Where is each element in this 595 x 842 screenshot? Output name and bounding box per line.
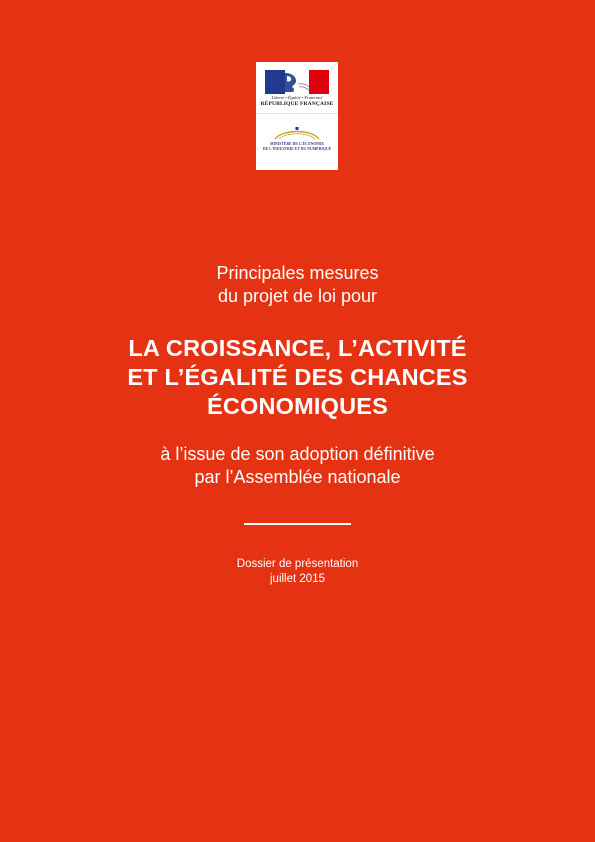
republic-motto: Liberté • Égalité • Fraternité (271, 95, 323, 100)
logo-divider (256, 113, 338, 114)
document-meta (0, 557, 595, 586)
document-date: juillet 2015 (270, 572, 325, 585)
marianne-flag-icon (265, 70, 329, 94)
lead-line-1: Principales mesures (216, 263, 379, 283)
subtitle-line-2: par l’Assemblée nationale (194, 467, 401, 487)
government-logo (256, 62, 338, 170)
ministry-emblem-icon (273, 126, 321, 140)
republic-name: RÉPUBLIQUE FRANÇAISE (260, 101, 334, 107)
document-kind: Dossier de présentation (236, 558, 359, 570)
ministry-name-line1: MINISTÈRE DE L'ÉCONOMIE (269, 142, 324, 146)
ministry-name-line2: DE L'INDUSTRIE ET DU NUMÉRIQUE (262, 147, 332, 151)
lead-line-2: du projet de loi pour (217, 286, 378, 306)
lead-text (0, 262, 595, 308)
title-line-1: LA CROISSANCE, L’ACTIVITÉ (128, 335, 467, 361)
horizontal-divider (244, 523, 351, 525)
document-title (0, 334, 595, 421)
subtitle-line-1: à l’issue de son adoption définitive (160, 444, 435, 464)
title-line-2: ET L’ÉGALITÉ DES CHANCES (127, 364, 468, 390)
title-line-3: ÉCONOMIQUES (206, 393, 389, 419)
subtitle (0, 443, 595, 489)
